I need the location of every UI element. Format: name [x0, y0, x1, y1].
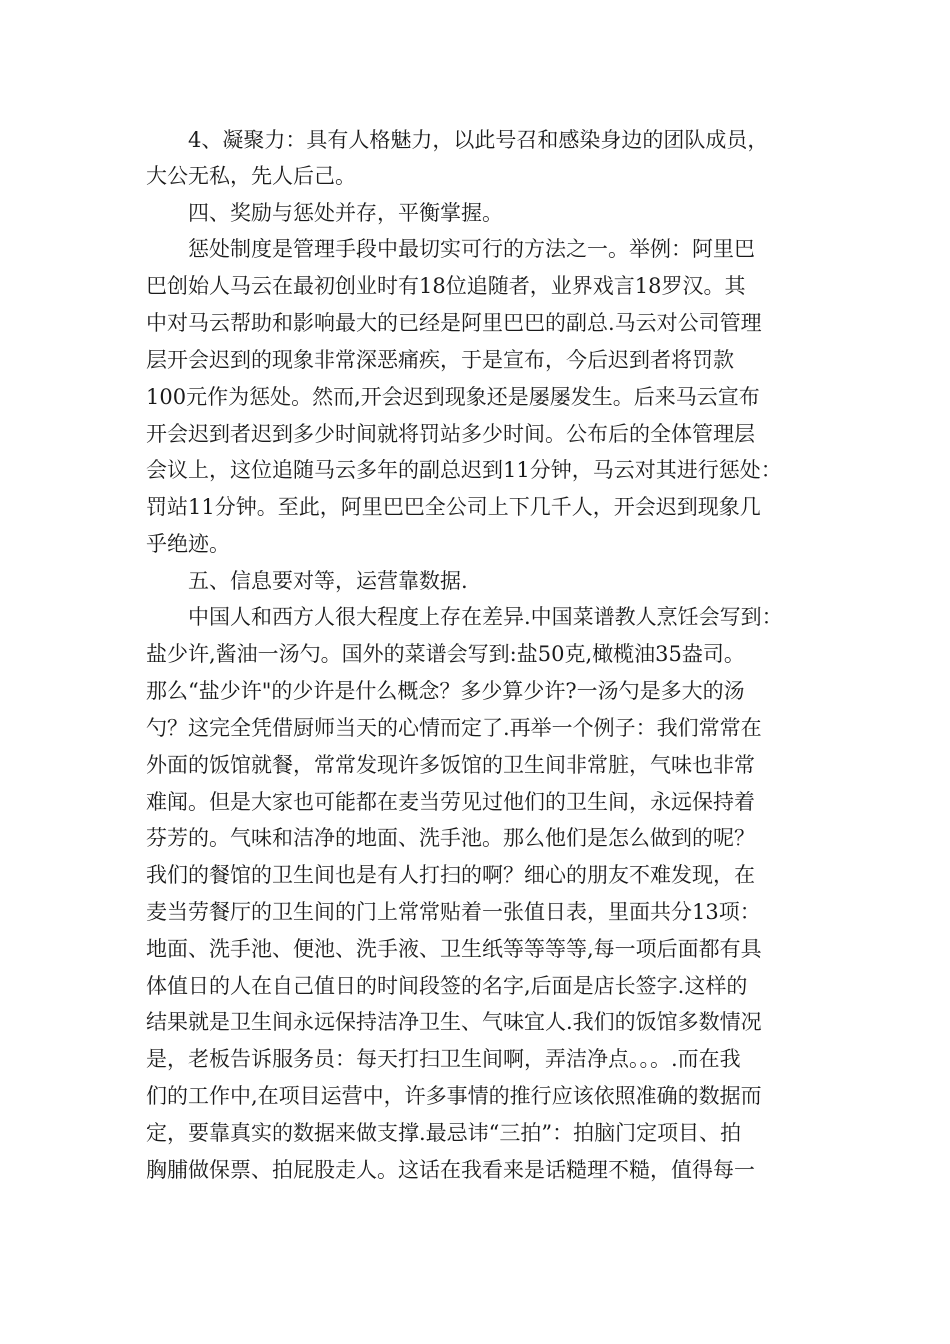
text-line: 惩处制度是管理手段中最切实可行的方法之一。举例：阿里巴: [146, 237, 755, 261]
text-line: 们的工作中,在项目运营中，许多事情的推行应该依照准确的数据而: [146, 1084, 762, 1108]
text-line: 四、奖励与惩处并存，平衡掌握。: [146, 201, 503, 225]
text-line: 麦当劳餐厅的卫生间的门上常常贴着一张值日表，里面共分13项：: [146, 900, 761, 924]
text-line: 罚站11分钟。至此，阿里巴巴全公司上下几千人，开会迟到现象几: [146, 495, 761, 519]
text-line: 结果就是卫生间永远保持洁净卫生、气味宜人.我们的饭馆多数情况: [146, 1010, 762, 1034]
text-line: 体值日的人在自己值日的时间段签的名字,后面是店长签字.这样的: [146, 974, 748, 998]
text-line: 中对马云帮助和影响最大的已经是阿里巴巴的副总.马云对公司管理: [146, 311, 762, 335]
text-line: 会议上，这位追随马云多年的副总迟到11分钟，马云对其进行惩处：: [146, 458, 782, 482]
text-line: 五、信息要对等，运营靠数据.: [146, 569, 468, 593]
text-line: 那么“盐少许"的少许是什么概念？多少算少许?一汤勺是多大的汤: [146, 679, 745, 703]
text-line: 盐少许,酱油一汤勺。国外的菜谱会写到:盐50克,橄榄油35盎司。: [146, 642, 745, 666]
text-line: 胸脯做保票、拍屁股走人。这话在我看来是话糙理不糙，值得每一: [146, 1158, 755, 1182]
text-line: 4、凝聚力：具有人格魅力，以此号召和感染身边的团队成员，: [146, 128, 769, 152]
text-line: 我们的餐馆的卫生间也是有人打扫的啊？细心的朋友不难发现，在: [146, 863, 755, 887]
text-line: 是，老板告诉服务员：每天打扫卫生间啊，弄洁净点。。。.而在我: [146, 1047, 741, 1071]
text-line: 100元作为惩处。然而,开会迟到现象还是屡屡发生。后来马云宣布: [146, 385, 760, 409]
text-line: 难闻。但是大家也可能都在麦当劳见过他们的卫生间，永远保持着: [146, 790, 755, 814]
text-line: 中国人和西方人很大程度上存在差异.中国菜谱教人烹饪会写到：: [146, 605, 783, 629]
text-line: 开会迟到者迟到多少时间就将罚站多少时间。公布后的全体管理层: [146, 422, 755, 446]
text-line: 乎绝迹。: [146, 532, 230, 556]
text-line: 芬芳的。气味和洁净的地面、洗手池。那么他们是怎么做到的呢？: [146, 826, 755, 850]
text-line: 层开会迟到的现象非常深恶痛疾，于是宣布，今后迟到者将罚款: [146, 348, 734, 372]
text-line: 大公无私，先人后己。: [146, 164, 356, 188]
text-line: 地面、洗手池、便池、洗手液、卫生纸等等等等,每一项后面都有具: [146, 937, 762, 961]
text-line: 勺？这完全凭借厨师当天的心情而定了.再举一个例子：我们常常在: [146, 716, 762, 740]
text-line: 巴创始人马云在最初创业时有18位追随者，业界戏言18罗汉。其: [146, 274, 746, 298]
text-line: 定，要靠真实的数据来做支撑.最忌讳“三拍”：拍脑门定项目、拍: [146, 1121, 742, 1145]
text-line: 外面的饭馆就餐，常常发现许多饭馆的卫生间非常脏，气味也非常: [146, 753, 755, 777]
